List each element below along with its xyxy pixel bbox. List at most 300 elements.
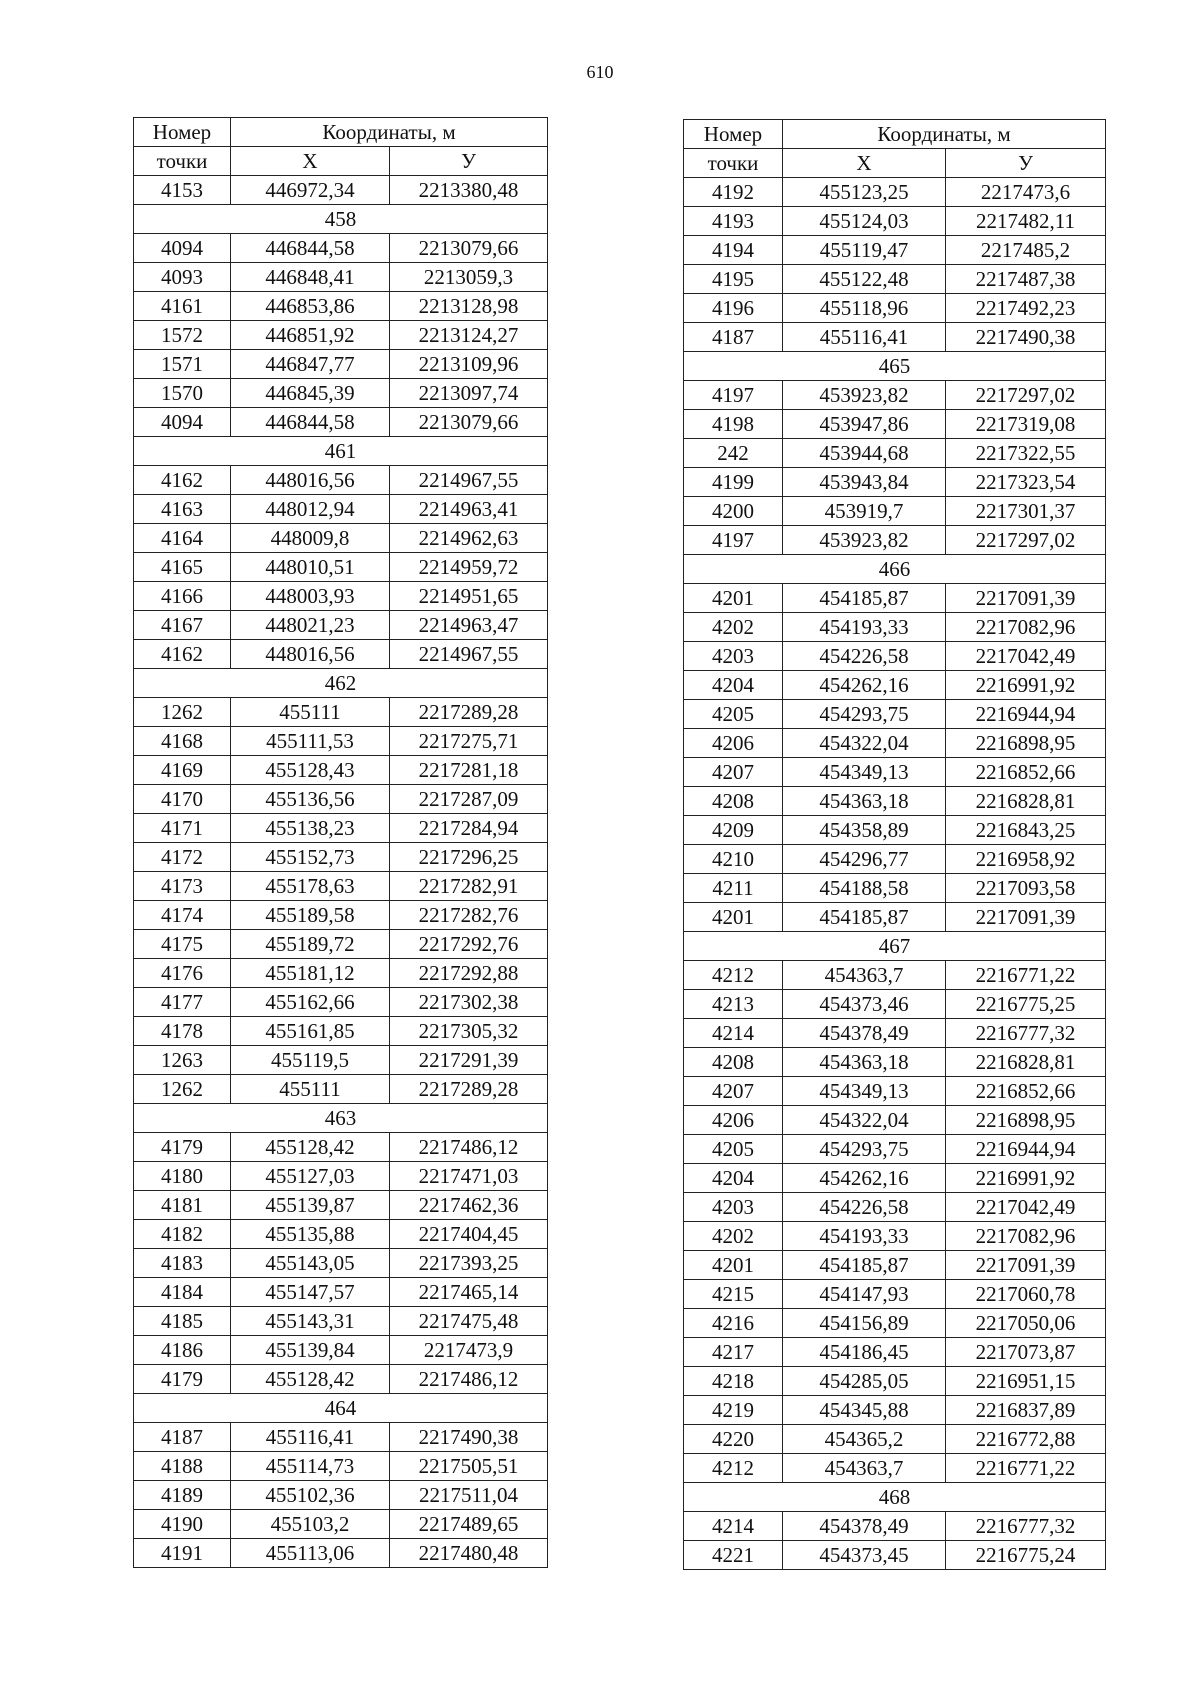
x-coordinate-cell: 453943,84 [783,468,946,497]
point-number-cell: 4209 [684,816,783,845]
x-coordinate-cell: 455143,05 [231,1249,390,1278]
x-coordinate-cell: 448016,56 [231,640,390,669]
y-coordinate-cell: 2216898,95 [946,1106,1106,1135]
section-row [134,1104,548,1133]
point-number-cell: 4180 [134,1162,231,1191]
point-number-cell: 4208 [684,787,783,816]
y-coordinate-cell: 2217281,18 [390,756,548,785]
table-row [684,410,1106,439]
y-coordinate-cell: 2213124,27 [390,321,548,350]
x-coordinate-cell: 454363,7 [783,961,946,990]
point-number-cell: 4195 [684,265,783,294]
section-label: 463 [134,1104,548,1133]
table-row [684,845,1106,874]
table-row [134,553,548,582]
y-coordinate-cell: 2216852,66 [946,758,1106,787]
x-coordinate-cell: 454185,87 [783,584,946,613]
table-header [684,120,1106,178]
table-row [684,816,1106,845]
table-row [684,1106,1106,1135]
point-number-cell: 4182 [134,1220,231,1249]
header-x: Х [783,149,946,178]
y-coordinate-cell: 2217073,87 [946,1338,1106,1367]
x-coordinate-cell: 454378,49 [783,1512,946,1541]
point-number-cell: 4187 [134,1423,231,1452]
x-coordinate-cell: 454226,58 [783,642,946,671]
header-x: Х [231,147,390,176]
table-row [134,1017,548,1046]
point-number-cell: 4206 [684,1106,783,1135]
x-coordinate-cell: 448009,8 [231,524,390,553]
table-row [684,265,1106,294]
table-row [684,642,1106,671]
table-row [684,1164,1106,1193]
x-coordinate-cell: 455152,73 [231,843,390,872]
point-number-cell: 4177 [134,988,231,1017]
y-coordinate-cell: 2216944,94 [946,700,1106,729]
y-coordinate-cell: 2216828,81 [946,1048,1106,1077]
section-row [134,669,548,698]
point-number-cell: 4212 [684,961,783,990]
x-coordinate-cell: 454156,89 [783,1309,946,1338]
point-number-cell: 4186 [134,1336,231,1365]
table-row [134,1046,548,1075]
table-row [134,959,548,988]
point-number-cell: 4205 [684,1135,783,1164]
x-coordinate-cell: 446972,34 [231,176,390,205]
table-row [684,961,1106,990]
x-coordinate-cell: 454226,58 [783,1193,946,1222]
y-coordinate-cell: 2213079,66 [390,234,548,263]
y-coordinate-cell: 2216777,32 [946,1019,1106,1048]
table-row [684,613,1106,642]
table-row [684,1396,1106,1425]
x-coordinate-cell: 455118,96 [783,294,946,323]
point-number-cell: 4193 [684,207,783,236]
x-coordinate-cell: 454296,77 [783,845,946,874]
x-coordinate-cell: 455102,36 [231,1481,390,1510]
y-coordinate-cell: 2217490,38 [390,1423,548,1452]
table-row [134,1220,548,1249]
x-coordinate-cell: 453947,86 [783,410,946,439]
y-coordinate-cell: 2213380,48 [390,176,548,205]
point-number-cell: 4219 [684,1396,783,1425]
point-number-cell: 4178 [134,1017,231,1046]
y-coordinate-cell: 2217482,11 [946,207,1106,236]
x-coordinate-cell: 455122,48 [783,265,946,294]
y-coordinate-cell: 2217082,96 [946,1222,1106,1251]
y-coordinate-cell: 2217082,96 [946,613,1106,642]
table-row [684,1512,1106,1541]
y-coordinate-cell: 2213059,3 [390,263,548,292]
y-coordinate-cell: 2213097,74 [390,379,548,408]
point-number-cell: 4208 [684,1048,783,1077]
x-coordinate-cell: 448016,56 [231,466,390,495]
x-coordinate-cell: 455178,63 [231,872,390,901]
section-row [684,555,1106,584]
y-coordinate-cell: 2217275,71 [390,727,548,756]
y-coordinate-cell: 2216991,92 [946,1164,1106,1193]
point-number-cell: 4163 [134,495,231,524]
table-row [134,321,548,350]
point-number-cell: 4197 [684,526,783,555]
point-number-cell: 4212 [684,1454,783,1483]
x-coordinate-cell: 455139,84 [231,1336,390,1365]
x-coordinate-cell: 455189,72 [231,930,390,959]
point-number-cell: 1262 [134,1075,231,1104]
x-coordinate-cell: 454322,04 [783,1106,946,1135]
x-coordinate-cell: 454262,16 [783,1164,946,1193]
coordinates-table-right [683,119,1106,1570]
table-row [134,698,548,727]
x-coordinate-cell: 454322,04 [783,729,946,758]
point-number-cell: 4161 [134,292,231,321]
y-coordinate-cell: 2217305,32 [390,1017,548,1046]
table-row [134,582,548,611]
y-coordinate-cell: 2217297,02 [946,526,1106,555]
y-coordinate-cell: 2217462,36 [390,1191,548,1220]
point-number-cell: 4214 [684,1512,783,1541]
point-number-cell: 4166 [134,582,231,611]
point-number-cell: 4201 [684,903,783,932]
y-coordinate-cell: 2216772,88 [946,1425,1106,1454]
table-row [134,379,548,408]
section-label: 462 [134,669,548,698]
y-coordinate-cell: 2217487,38 [946,265,1106,294]
table-row [684,1222,1106,1251]
y-coordinate-cell: 2217323,54 [946,468,1106,497]
table-row [134,1365,548,1394]
y-coordinate-cell: 2216951,15 [946,1367,1106,1396]
y-coordinate-cell: 2217473,9 [390,1336,548,1365]
x-coordinate-cell: 448010,51 [231,553,390,582]
x-coordinate-cell: 454363,18 [783,787,946,816]
point-number-cell: 4179 [134,1365,231,1394]
point-number-cell: 4221 [684,1541,783,1570]
point-number-cell: 1572 [134,321,231,350]
table-row [134,1162,548,1191]
table-row [684,700,1106,729]
table-row [134,814,548,843]
table-row [684,584,1106,613]
table-row [134,727,548,756]
point-number-cell: 4189 [134,1481,231,1510]
table-row [134,408,548,437]
y-coordinate-cell: 2216944,94 [946,1135,1106,1164]
x-coordinate-cell: 446851,92 [231,321,390,350]
y-coordinate-cell: 2217050,06 [946,1309,1106,1338]
point-number-cell: 4220 [684,1425,783,1454]
section-label: 465 [684,352,1106,381]
point-number-cell: 4202 [684,613,783,642]
y-coordinate-cell: 2217301,37 [946,497,1106,526]
x-coordinate-cell: 455116,41 [783,323,946,352]
y-coordinate-cell: 2213079,66 [390,408,548,437]
x-coordinate-cell: 454262,16 [783,671,946,700]
x-coordinate-cell: 454293,75 [783,700,946,729]
table-row [684,874,1106,903]
table-row [134,611,548,640]
y-coordinate-cell: 2214963,41 [390,495,548,524]
table-row [134,1075,548,1104]
section-row [684,932,1106,961]
point-number-cell: 242 [684,439,783,468]
table-row [134,843,548,872]
table-row [684,381,1106,410]
point-number-cell: 4164 [134,524,231,553]
x-coordinate-cell: 455128,42 [231,1365,390,1394]
point-number-cell: 4201 [684,1251,783,1280]
x-coordinate-cell: 446847,77 [231,350,390,379]
section-label: 466 [684,555,1106,584]
point-number-cell: 4204 [684,671,783,700]
table-row [684,178,1106,207]
table-row [684,1309,1106,1338]
section-row [684,1483,1106,1512]
x-coordinate-cell: 454186,45 [783,1338,946,1367]
y-coordinate-cell: 2217093,58 [946,874,1106,903]
table-row [134,234,548,263]
table-row [684,323,1106,352]
y-coordinate-cell: 2216837,89 [946,1396,1106,1425]
x-coordinate-cell: 454349,13 [783,758,946,787]
table-row [134,785,548,814]
x-coordinate-cell: 455116,41 [231,1423,390,1452]
y-coordinate-cell: 2216898,95 [946,729,1106,758]
y-coordinate-cell: 2216852,66 [946,1077,1106,1106]
point-number-cell: 1263 [134,1046,231,1075]
x-coordinate-cell: 448012,94 [231,495,390,524]
table-row [134,640,548,669]
x-coordinate-cell: 454293,75 [783,1135,946,1164]
y-coordinate-cell: 2217289,28 [390,1075,548,1104]
table-row [684,990,1106,1019]
y-coordinate-cell: 2217473,6 [946,178,1106,207]
point-number-cell: 4188 [134,1452,231,1481]
y-coordinate-cell: 2217282,76 [390,901,548,930]
y-coordinate-cell: 2214962,63 [390,524,548,553]
table-row [134,1539,548,1568]
x-coordinate-cell: 455124,03 [783,207,946,236]
x-coordinate-cell: 454345,88 [783,1396,946,1425]
x-coordinate-cell: 455136,56 [231,785,390,814]
x-coordinate-cell: 454349,13 [783,1077,946,1106]
y-coordinate-cell: 2217404,45 [390,1220,548,1249]
point-number-cell: 4167 [134,611,231,640]
table-row [684,468,1106,497]
y-coordinate-cell: 2217091,39 [946,903,1106,932]
x-coordinate-cell: 454193,33 [783,1222,946,1251]
table-row [684,1425,1106,1454]
point-number-cell: 4217 [684,1338,783,1367]
point-number-cell: 4205 [684,700,783,729]
x-coordinate-cell: 455139,87 [231,1191,390,1220]
point-number-cell: 4200 [684,497,783,526]
x-coordinate-cell: 455111,53 [231,727,390,756]
x-coordinate-cell: 454373,45 [783,1541,946,1570]
table-row [684,1019,1106,1048]
x-coordinate-cell: 455111 [231,1075,390,1104]
x-coordinate-cell: 455135,88 [231,1220,390,1249]
x-coordinate-cell: 446845,39 [231,379,390,408]
x-coordinate-cell: 455128,42 [231,1133,390,1162]
point-number-cell: 4093 [134,263,231,292]
x-coordinate-cell: 453923,82 [783,381,946,410]
table-row [134,1307,548,1336]
table-row [134,756,548,785]
y-coordinate-cell: 2217489,65 [390,1510,548,1539]
y-coordinate-cell: 2216991,92 [946,671,1106,700]
header-coordinates: Координаты, м [231,118,548,147]
table-row [684,497,1106,526]
x-coordinate-cell: 454147,93 [783,1280,946,1309]
y-coordinate-cell: 2217480,48 [390,1539,548,1568]
y-coordinate-cell: 2216771,22 [946,961,1106,990]
y-coordinate-cell: 2217511,04 [390,1481,548,1510]
point-number-cell: 4185 [134,1307,231,1336]
y-coordinate-cell: 2217291,39 [390,1046,548,1075]
x-coordinate-cell: 455161,85 [231,1017,390,1046]
x-coordinate-cell: 453923,82 [783,526,946,555]
point-number-cell: 4170 [134,785,231,814]
header-point-number-line2: точки [134,147,231,176]
table-row [134,350,548,379]
table-row [684,787,1106,816]
section-row [684,352,1106,381]
point-number-cell: 4192 [684,178,783,207]
y-coordinate-cell: 2217091,39 [946,584,1106,613]
table-row [684,294,1106,323]
table-row [134,988,548,1017]
table-row [684,758,1106,787]
table-row [684,1367,1106,1396]
section-label: 461 [134,437,548,466]
point-number-cell: 4169 [134,756,231,785]
point-number-cell: 4207 [684,758,783,787]
point-number-cell: 4197 [684,381,783,410]
x-coordinate-cell: 454185,87 [783,903,946,932]
point-number-cell: 4162 [134,466,231,495]
point-number-cell: 4179 [134,1133,231,1162]
y-coordinate-cell: 2217289,28 [390,698,548,727]
y-coordinate-cell: 2217475,48 [390,1307,548,1336]
table-row [134,524,548,553]
y-coordinate-cell: 2217486,12 [390,1365,548,1394]
point-number-cell: 4202 [684,1222,783,1251]
x-coordinate-cell: 455138,23 [231,814,390,843]
table-row [684,1541,1106,1570]
x-coordinate-cell: 455123,25 [783,178,946,207]
x-coordinate-cell: 454285,05 [783,1367,946,1396]
y-coordinate-cell: 2216777,32 [946,1512,1106,1541]
y-coordinate-cell: 2217471,03 [390,1162,548,1191]
point-number-cell: 4094 [134,234,231,263]
page-number: 610 [586,62,614,82]
section-label: 468 [684,1483,1106,1512]
point-number-cell: 4184 [134,1278,231,1307]
table-row [684,207,1106,236]
x-coordinate-cell: 455181,12 [231,959,390,988]
table-row [684,236,1106,265]
y-coordinate-cell: 2217284,94 [390,814,548,843]
table-row [134,1481,548,1510]
y-coordinate-cell: 2216775,24 [946,1541,1106,1570]
y-coordinate-cell: 2217296,25 [390,843,548,872]
point-number-cell: 4218 [684,1367,783,1396]
y-coordinate-cell: 2213109,96 [390,350,548,379]
y-coordinate-cell: 2217287,09 [390,785,548,814]
point-number-cell: 4165 [134,553,231,582]
coordinates-table-left [133,117,548,1568]
table-row [684,1193,1106,1222]
point-number-cell: 4181 [134,1191,231,1220]
point-number-cell: 4216 [684,1309,783,1338]
table-body [134,176,548,1568]
section-label: 464 [134,1394,548,1423]
y-coordinate-cell: 2216775,25 [946,990,1106,1019]
x-coordinate-cell: 454363,7 [783,1454,946,1483]
table-row [134,930,548,959]
x-coordinate-cell: 454358,89 [783,816,946,845]
y-coordinate-cell: 2213128,98 [390,292,548,321]
x-coordinate-cell: 455147,57 [231,1278,390,1307]
y-coordinate-cell: 2216771,22 [946,1454,1106,1483]
point-number-cell: 1570 [134,379,231,408]
table-row [684,903,1106,932]
x-coordinate-cell: 446844,58 [231,408,390,437]
table-row [134,292,548,321]
point-number-cell: 4210 [684,845,783,874]
section-label: 458 [134,205,548,234]
x-coordinate-cell: 453944,68 [783,439,946,468]
point-number-cell: 4173 [134,872,231,901]
x-coordinate-cell: 454365,2 [783,1425,946,1454]
x-coordinate-cell: 455119,5 [231,1046,390,1075]
x-coordinate-cell: 454185,87 [783,1251,946,1280]
table-header [134,118,548,176]
y-coordinate-cell: 2217042,49 [946,1193,1106,1222]
point-number-cell: 1571 [134,350,231,379]
point-number-cell: 4171 [134,814,231,843]
y-coordinate-cell: 2217393,25 [390,1249,548,1278]
x-coordinate-cell: 454363,18 [783,1048,946,1077]
x-coordinate-cell: 446848,41 [231,263,390,292]
point-number-cell: 4203 [684,1193,783,1222]
x-coordinate-cell: 454378,49 [783,1019,946,1048]
header-coordinates: Координаты, м [783,120,1106,149]
point-number-cell: 4203 [684,642,783,671]
table-row [684,526,1106,555]
point-number-cell: 4204 [684,1164,783,1193]
x-coordinate-cell: 455127,03 [231,1162,390,1191]
x-coordinate-cell: 454188,58 [783,874,946,903]
section-label: 467 [684,932,1106,961]
table-row [134,263,548,292]
table-row [134,495,548,524]
table-row [684,1048,1106,1077]
y-coordinate-cell: 2216958,92 [946,845,1106,874]
point-number-cell: 4207 [684,1077,783,1106]
point-number-cell: 4094 [134,408,231,437]
table-row [134,872,548,901]
point-number-cell: 4172 [134,843,231,872]
table-row [134,1191,548,1220]
point-number-cell: 4190 [134,1510,231,1539]
table-row [134,1452,548,1481]
x-coordinate-cell: 455113,06 [231,1539,390,1568]
point-number-cell: 4162 [134,640,231,669]
point-number-cell: 4213 [684,990,783,1019]
